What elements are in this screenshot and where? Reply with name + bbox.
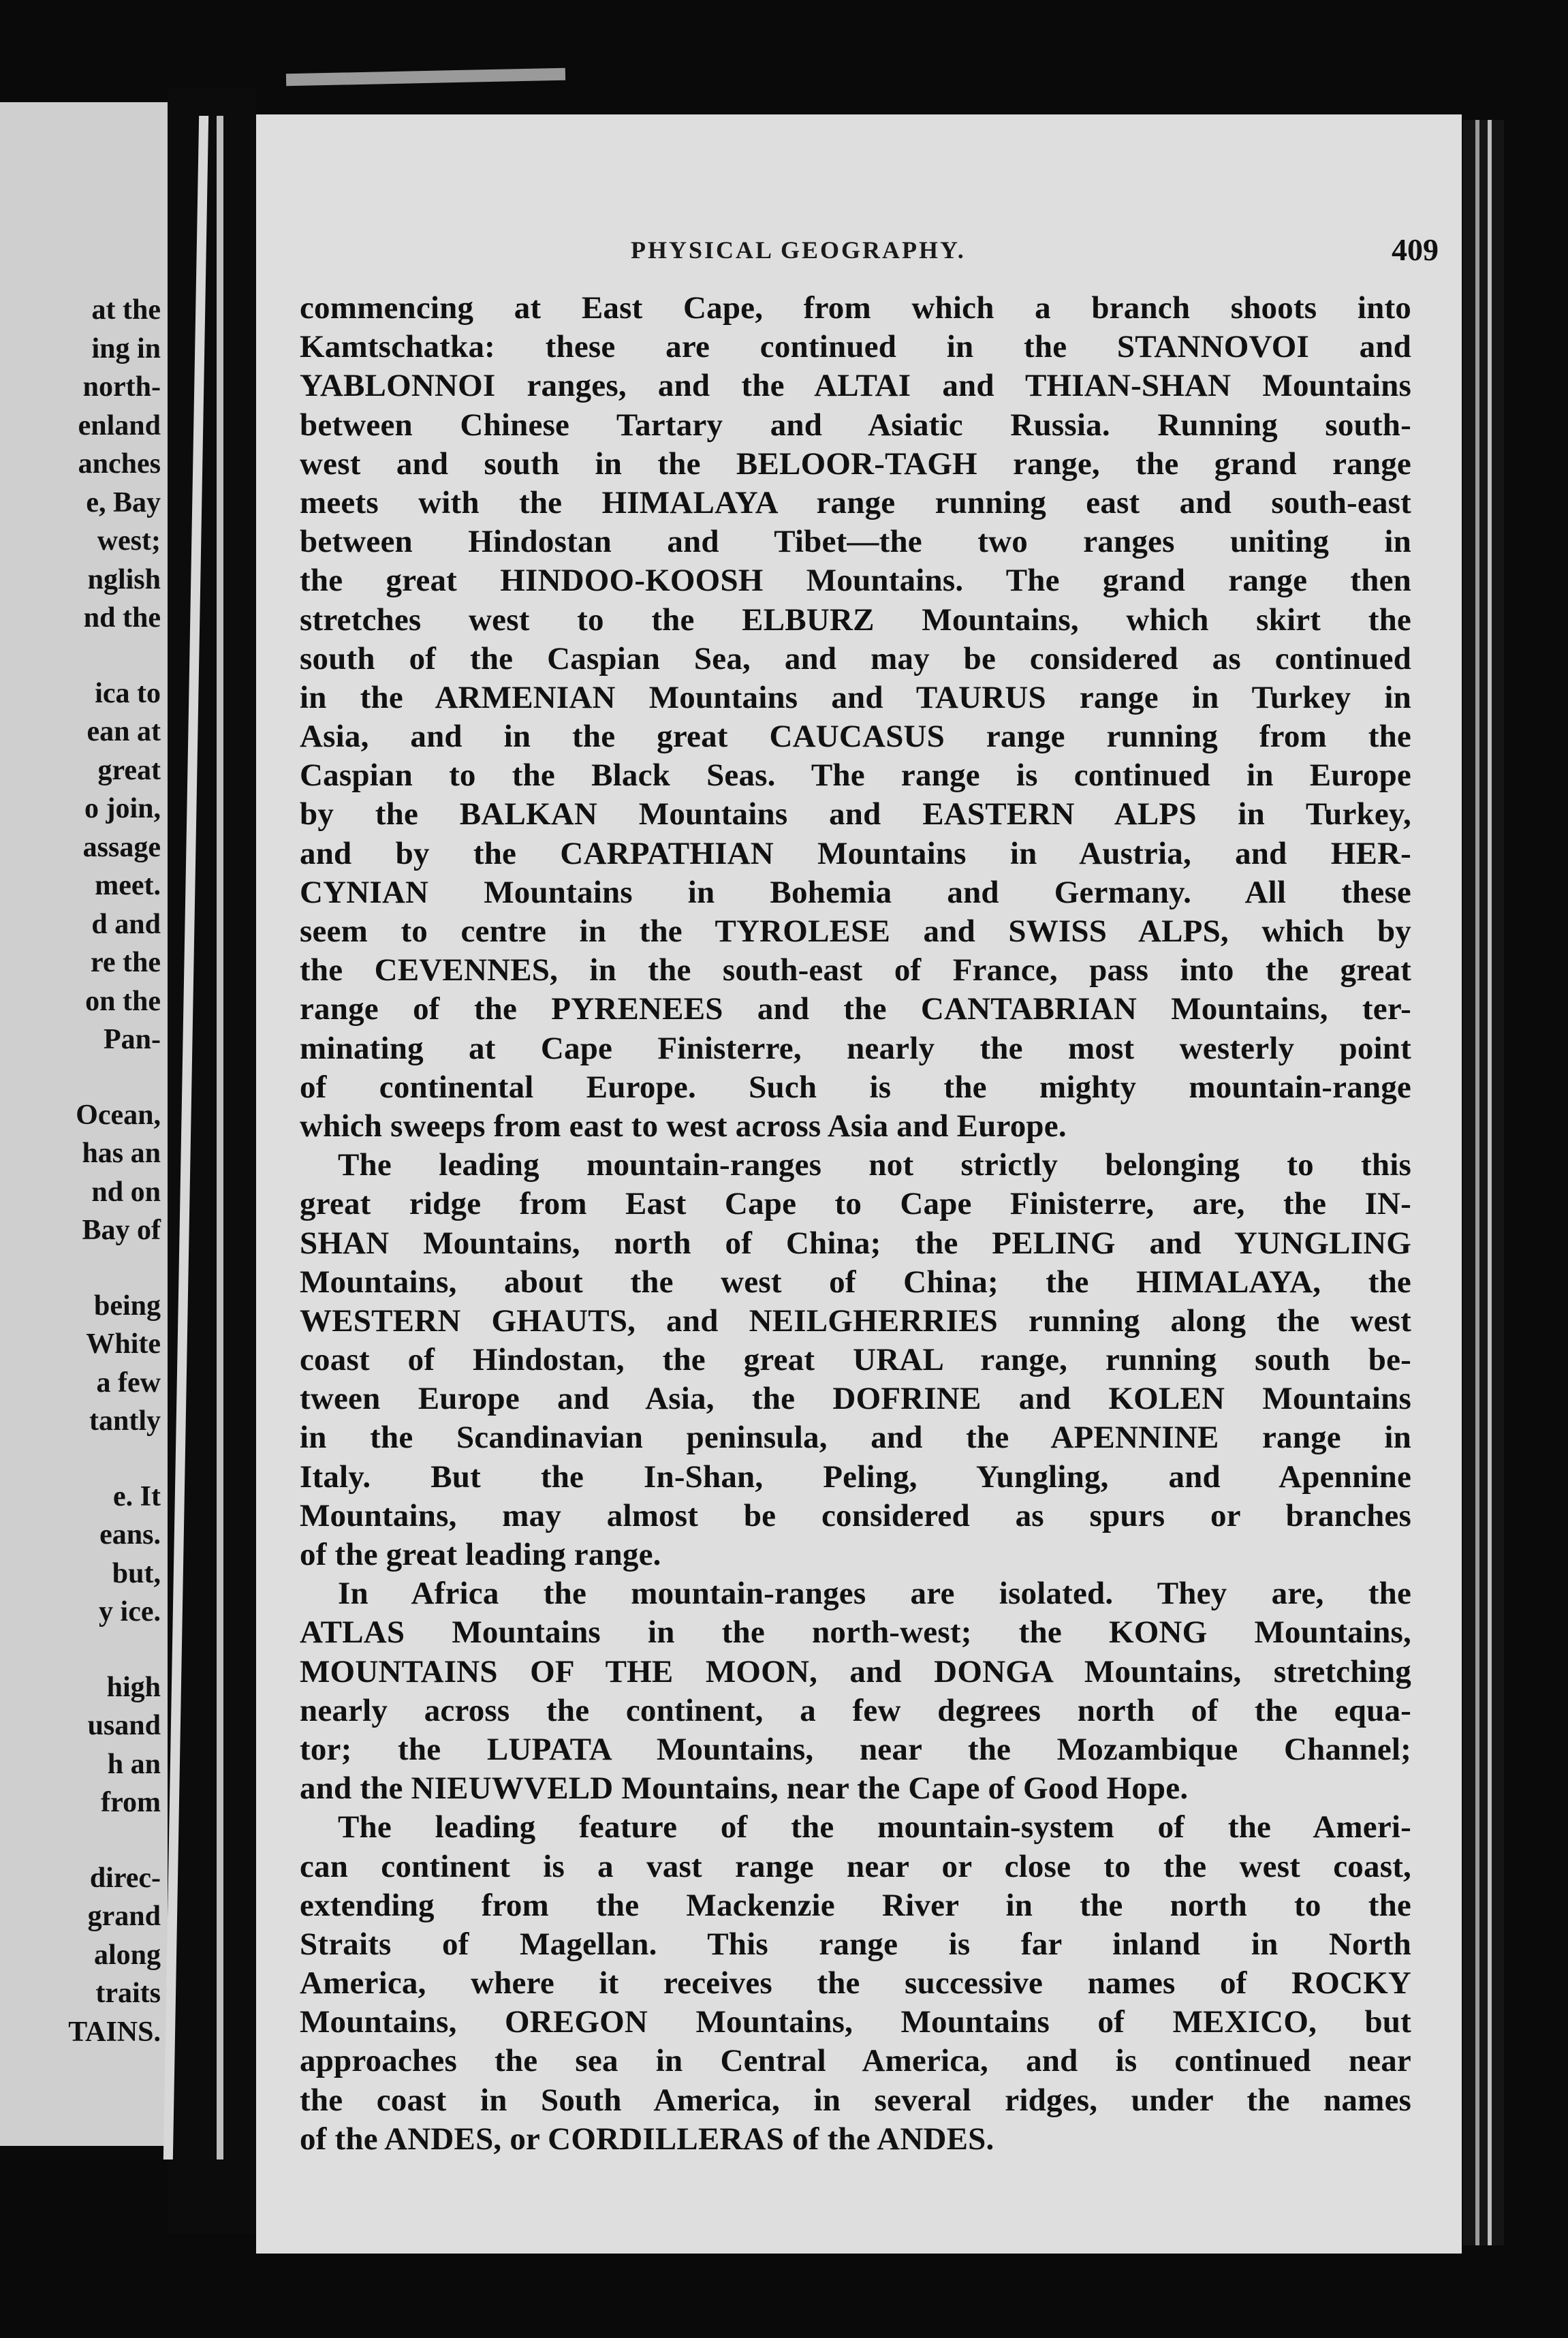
facing-page-line: White [86, 1328, 161, 1360]
facing-page-line: d and [91, 908, 161, 940]
text-line: between Chinese Tartary and Asiatic Russia. Running south- [300, 407, 1411, 443]
text-line: by the BALKAN Mountains and EASTERN ALPS in Turkey, [300, 796, 1411, 832]
text-line: ATLAS Mountains in the north-west; the KONG Mountains, [300, 1615, 1411, 1651]
facing-page-line: on the [85, 985, 161, 1017]
book-page [256, 114, 1462, 2254]
facing-page-line: being [93, 1290, 161, 1322]
text-line: CYNIAN Mountains in Bohemia and Germany. All these [300, 874, 1411, 910]
facing-page-line: nd on [91, 1176, 161, 1208]
page-edge-line [1475, 120, 1479, 2245]
facing-page-line: ica to [95, 677, 161, 709]
facing-page-line: ing in [91, 332, 161, 364]
binding-cord [217, 116, 223, 2160]
text-line: tween Europe and Asia, the DOFRINE and KOLEN Mountains [300, 1381, 1411, 1417]
text-line: Straits of Magellan. This range is far inland in North [300, 1926, 1411, 1962]
text-line: meets with the HIMALAYA range running east and south-east [300, 484, 1411, 520]
facing-page-line: high [106, 1671, 161, 1703]
facing-page-line: direc- [89, 1862, 161, 1894]
text-line: coast of Hindostan, the great URAL range, running south be- [300, 1342, 1411, 1378]
facing-page-line: north- [82, 371, 161, 403]
facing-page-line: great [97, 754, 161, 786]
facing-page-line: e. It [113, 1480, 161, 1512]
binding-cord [163, 116, 208, 2160]
text-line: of continental Europe. Such is the mighty mountain-range [300, 1069, 1411, 1105]
text-line: of the great leading range. [300, 1537, 661, 1572]
facing-page-line: re the [90, 947, 161, 978]
facing-page-line: has an [82, 1138, 161, 1169]
text-line: between Hindostan and Tibet—the two ranges uniting in [300, 524, 1411, 560]
facing-page-line: meet. [95, 870, 161, 901]
facing-page-line: h an [107, 1748, 161, 1780]
facing-page-line: Bay of [82, 1215, 161, 1246]
text-line: In Africa the mountain-ranges are isolated. They are, the [338, 1576, 1411, 1612]
facing-page-line: o join, [84, 793, 161, 824]
text-line: nearly across the continent, a few degrees north of the equa- [300, 1692, 1411, 1728]
facing-page-line: along [93, 1939, 161, 1971]
text-line: extending from the Mackenzie River in the north to the [300, 1887, 1411, 1923]
facing-page-line: a few [96, 1367, 161, 1399]
page-number: 409 [1392, 232, 1439, 267]
text-line: and the NIEUWVELD Mountains, near the Cape of Good Hope. [300, 1771, 1189, 1807]
text-line: YABLONNOI ranges, and the ALTAI and THIAN-SHAN Mountains [300, 368, 1411, 404]
text-line: which sweeps from east to west across Asia and Europe. [300, 1108, 1067, 1144]
facing-page-line: grand [87, 1901, 161, 1932]
text-line: The leading feature of the mountain-system of the Ameri- [338, 1809, 1411, 1845]
facing-page-line: tantly [89, 1405, 161, 1437]
paragraph [300, 1808, 1411, 2159]
text-line: The leading mountain-ranges not strictly belonging to this [338, 1147, 1411, 1183]
text-line: MOUNTAINS OF THE MOON, and DONGA Mountains, stretching [300, 1653, 1411, 1689]
text-line: and by the CARPATHIAN Mountains in Austria, and HER- [300, 835, 1411, 871]
facing-page-line: Pan- [104, 1024, 161, 1055]
page-edge-strip [286, 68, 565, 87]
text-line: of the ANDES, or CORDILLERAS of the ANDES. [300, 2121, 994, 2157]
text-line: Asia, and in the great CAUCASUS range running from the [300, 719, 1411, 755]
text-line: range of the PYRENEES and the CANTABRIAN Mountains, ter- [300, 991, 1411, 1027]
facing-page-line: y ice. [99, 1596, 161, 1627]
text-line: minating at Cape Finisterre, nearly the most westerly point [300, 1030, 1411, 1066]
text-line: Mountains, about the west of China; the HIMALAYA, the [300, 1264, 1411, 1300]
text-line: Kamtschatka: these are continued in the STANNOVOI and [300, 329, 1411, 365]
facing-page-line: nd the [83, 602, 161, 634]
text-line: stretches west to the ELBURZ Mountains, which skirt the [300, 602, 1411, 638]
facing-page-line: enland [78, 409, 161, 441]
text-line: SHAN Mountains, north of China; the PELING and YUNGLING [300, 1225, 1411, 1261]
paragraph [300, 1574, 1411, 1808]
facing-page-line: west; [97, 525, 161, 557]
paragraph [300, 289, 1411, 1146]
text-line: tor; the LUPATA Mountains, near the Mozambique Channel; [300, 1731, 1411, 1767]
facing-page-line: traits [95, 1978, 161, 2009]
text-line: west and south in the BELOOR-TAGH range, the grand range [300, 446, 1411, 482]
text-line: Mountains, may almost be considered as spurs or branches [300, 1497, 1411, 1533]
text-line: south of the Caspian Sea, and may be considered as continued [300, 640, 1411, 676]
running-head: PHYSICAL GEOGRAPHY. [631, 236, 966, 264]
text-line: great ridge from East Cape to Cape Finisterre, are, the IN- [300, 1186, 1411, 1222]
text-line: seem to centre in the TYROLESE and SWISS ALPS, which by [300, 914, 1411, 949]
text-line: America, where it receives the successive names of ROCKY [300, 1965, 1411, 2001]
facing-page-line: e, Bay [86, 486, 161, 518]
paragraph [300, 1146, 1411, 1574]
page-header [256, 232, 1462, 277]
text-line: can continent is a vast range near or close to the west coast, [300, 1848, 1411, 1884]
body-text [300, 289, 1411, 2159]
page-edge-line [1488, 120, 1492, 2245]
facing-page-line: but, [112, 1557, 161, 1589]
text-line: Caspian to the Black Seas. The range is continued in Europe [300, 758, 1411, 794]
facing-page-line: Ocean, [76, 1099, 161, 1131]
book-gutter [168, 89, 256, 2234]
facing-page-line: at the [91, 294, 161, 326]
facing-page-line: anches [78, 448, 161, 480]
text-line: in the Scandinavian peninsula, and the APENNINE range in [300, 1420, 1411, 1456]
facing-page-line: from [101, 1787, 161, 1818]
text-line: WESTERN GHAUTS, and NEILGHERRIES running along the west [300, 1303, 1411, 1339]
text-line: Mountains, OREGON Mountains, Mountains of MEXICO, but [300, 2004, 1411, 2040]
facing-page-line: usand [87, 1710, 161, 1741]
text-line: commencing at East Cape, from which a branch shoots into [300, 290, 1411, 326]
facing-page-line: eans. [99, 1519, 161, 1550]
text-line: the CEVENNES, in the south-east of France, pass into the great [300, 952, 1411, 988]
text-line: in the ARMENIAN Mountains and TAURUS range in Turkey in [300, 679, 1411, 715]
facing-page-line: assage [82, 831, 161, 863]
facing-page-line: nglish [87, 563, 161, 595]
text-line: Italy. But the In-Shan, Peling, Yungling, and Apennine [300, 1459, 1411, 1495]
facing-page-line: ean at [87, 716, 161, 747]
facing-page-fragment [0, 102, 168, 2146]
facing-page-line: TAINS. [68, 2016, 161, 2048]
page-stack-edge [1463, 120, 1504, 2245]
text-line: the great HINDOO-KOOSH Mountains. The grand range then [300, 563, 1411, 599]
text-line: approaches the sea in Central America, and is continued near [300, 2043, 1411, 2079]
text-line: the coast in South America, in several ridges, under the names [300, 2082, 1411, 2118]
